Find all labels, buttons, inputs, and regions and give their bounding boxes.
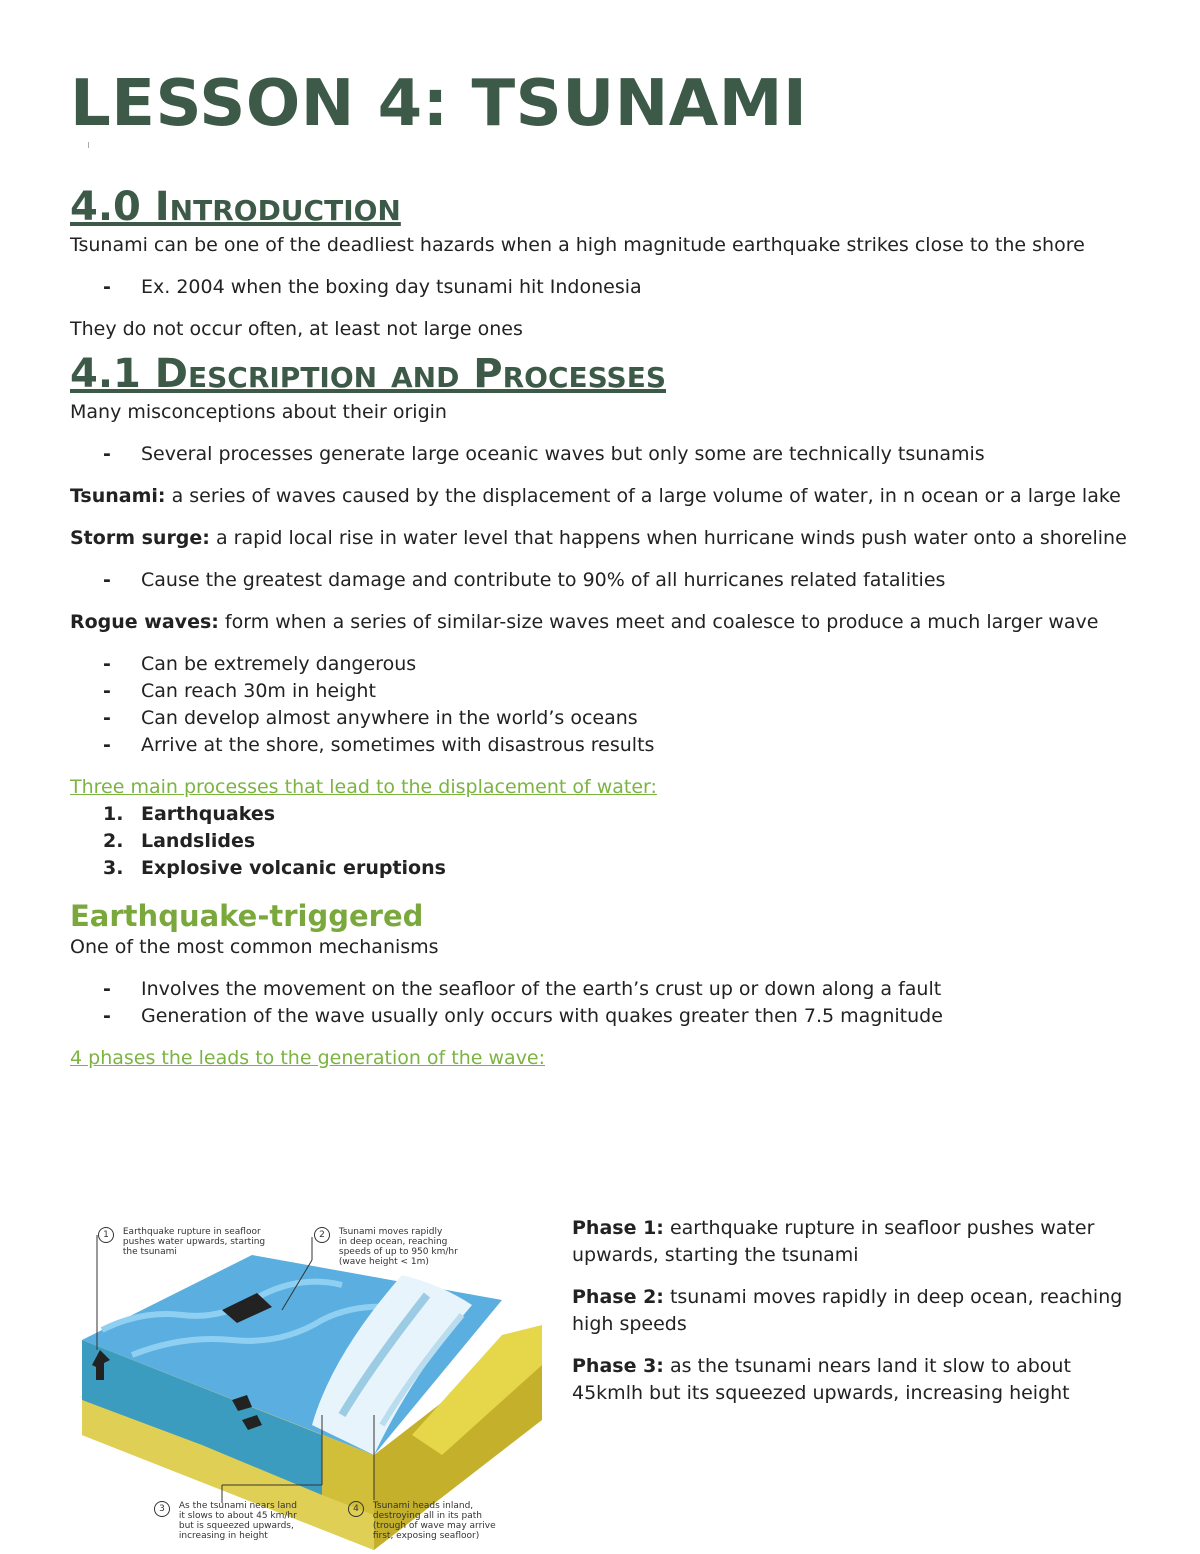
phases-link[interactable]: 4 phases the leads to the generation of the wave: <box>70 1047 546 1069</box>
earthquake-intro: One of the most common mechanisms <box>70 936 439 958</box>
intro-bullets <box>70 274 1130 301</box>
list-item: - Involves the movement on the seafloor of the earth’s crust up or down along a fault <box>103 976 1130 1003</box>
processes-list <box>70 801 1130 882</box>
label-number: 4 <box>348 1501 364 1517</box>
rogue-bullets <box>70 651 1130 759</box>
cursor-mark <box>88 142 89 148</box>
rogue-def-text: form when a series of similar-size waves meet and coalesce to produce a much larger wave <box>218 611 1099 633</box>
list-item: - Can be extremely dangerous <box>103 651 1130 678</box>
tsunami-diagram <box>82 1215 552 1550</box>
storm-surge-definition <box>70 525 1130 552</box>
phase-1: Phase 1: earthquake rupture in seafloor pushes water upwards, starting the tsunami <box>572 1217 1095 1266</box>
figure-label-2: 2 Tsunami moves rapidly in deep ocean, reaching speeds of up to 950 km/hr (wave height < 1m) <box>314 1227 458 1267</box>
misconceptions-text: Many misconceptions about their origin <box>70 401 447 423</box>
intro-paragraph: Tsunami can be one of the deadliest hazards when a high magnitude earthquake strikes close to the shore <box>70 234 1085 256</box>
storm-bullets <box>70 567 1130 594</box>
list-item: 1. Earthquakes <box>103 803 276 825</box>
lesson-title: LESSON 4: TSUNAMI <box>70 67 808 141</box>
phase-term: Phase 3: <box>572 1355 664 1377</box>
rogue-waves-definition <box>70 609 1130 636</box>
earthquake-bullets <box>70 976 1130 1030</box>
list-item: - Cause the greatest damage and contribute to 90% of all hurricanes related fatalities <box>103 567 1130 594</box>
intro-heading: 4.0 Introduction <box>70 184 401 230</box>
label-number: 1 <box>98 1227 114 1243</box>
rogue-term: Rogue waves: <box>70 611 219 633</box>
phase-3: Phase 3: as the tsunami nears land it slow to about 45kmlh but its squeezed upwards, increasing height <box>572 1355 1071 1404</box>
figure-label-4: 4 Tsunami heads inland, destroying all in its path (trough of wave may arrive first, exposing seafloor) <box>348 1501 496 1541</box>
tsunami-definition <box>70 483 1130 510</box>
phase-term: Phase 1: <box>572 1217 664 1239</box>
label-number: 2 <box>314 1227 330 1243</box>
phase-2: Phase 2: tsunami moves rapidly in deep ocean, reaching high speeds <box>572 1286 1123 1335</box>
description-heading: 4.1 Description and Processes <box>70 351 667 397</box>
processes-bullets <box>70 441 1130 468</box>
list-item: - Ex. 2004 when the boxing day tsunami hit Indonesia <box>103 274 1130 301</box>
storm-def-text: a rapid local rise in water level that happens when hurricane winds push water onto a shoreline <box>209 527 1127 549</box>
intro-paragraph-2: They do not occur often, at least not large ones <box>70 318 523 340</box>
processes-link[interactable]: Three main processes that lead to the displacement of water: <box>70 776 657 798</box>
list-item: - Several processes generate large oceanic waves but only some are technically tsunamis <box>103 441 1130 468</box>
figure-label-3: 3 As the tsunami nears land it slows to about 45 km/hr but is squeezed upwards, increasing in height <box>154 1501 297 1541</box>
list-item: - Arrive at the shore, sometimes with disastrous results <box>103 732 1130 759</box>
tsunami-def-text: a series of waves caused by the displacement of a large volume of water, in n ocean or a large lake <box>165 485 1121 507</box>
list-item: 2. Landslides <box>103 830 256 852</box>
tsunami-term: Tsunami: <box>70 485 166 507</box>
list-item: 3. Explosive volcanic eruptions <box>103 857 446 879</box>
list-item: - Generation of the wave usually only occurs with quakes greater then 7.5 magnitude <box>103 1003 1130 1030</box>
storm-term: Storm surge: <box>70 527 210 549</box>
document-page <box>70 66 1130 1072</box>
phase-term: Phase 2: <box>572 1286 664 1308</box>
phases-column <box>572 1215 1132 1422</box>
list-item: - Can develop almost anywhere in the world’s oceans <box>103 705 1130 732</box>
figure-label-1: 1 Earthquake rupture in seafloor pushes water upwards, starting the tsunami <box>98 1227 265 1257</box>
earthquake-heading: Earthquake-triggered <box>70 899 424 933</box>
label-number: 3 <box>154 1501 170 1517</box>
list-item: - Can reach 30m in height <box>103 678 1130 705</box>
